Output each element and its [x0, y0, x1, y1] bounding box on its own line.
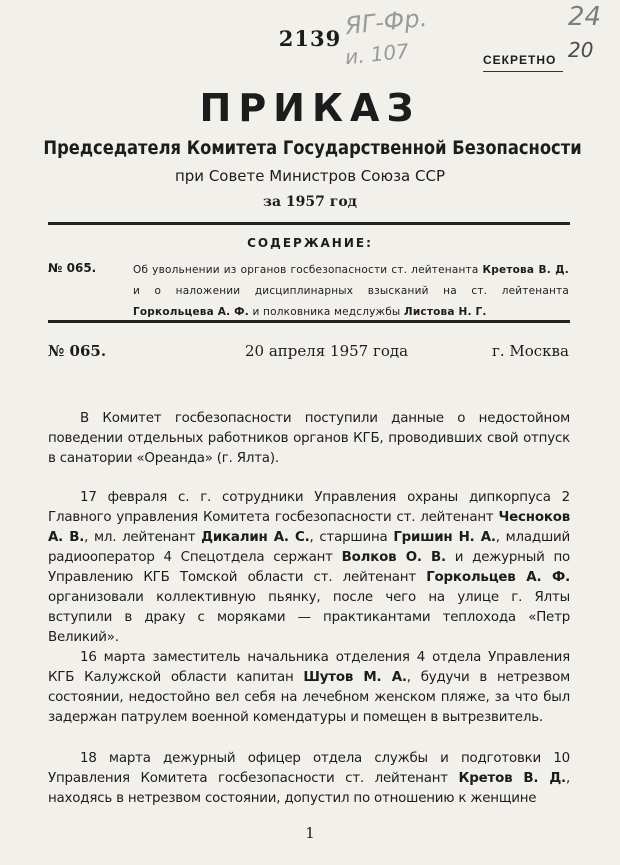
bottom-divider	[48, 320, 570, 323]
contents-heading: СОДЕРЖАНИЕ:	[247, 236, 373, 250]
handwritten-copy-number: 20	[568, 38, 594, 62]
order-date: 20 апреля 1957 года	[245, 342, 409, 360]
handwritten-page-number: 24	[568, 2, 602, 32]
year-line: за 1957 год	[263, 194, 357, 210]
order-number: № 065.	[48, 342, 107, 360]
secret-stamp: СЕКРЕТНО	[483, 53, 557, 67]
issuer-line-2: при Совете Министров Союза ССР	[174, 167, 446, 185]
document-title: ПРИКАЗ	[199, 86, 421, 130]
handwritten-note-archive: ЯГ-Фр.	[343, 3, 429, 41]
paragraph-1: В Комитет госбезопасности поступили данные о недостойном поведении отдельных работников органов КГБ, проводивших свой отпуск в санатории «Ореанда» (г. Ялта).	[48, 411, 570, 466]
paragraph-3: 16 марта заместитель начальника отделения 4 отдела Управления КГБ Калужской области капитан Шутов М. А., будучи в нетрезвом состоянии, недостойно вел себя на лечебном женском пляже, за что был задержан патрулем военной комендатуры и помещен в вытрезвитель.	[48, 650, 570, 725]
paragraph-4: 18 марта дежурный офицер отдела службы и подготовки 10 Управления Комитета госбезопасности ст. лейтенант Кретов В. Д., находясь в нетрезвом состоянии, допустил по отношению к женщине	[48, 751, 570, 806]
contents-summary: Об увольнении из органов госбезопасности ст. лейтенанта Кретова В. Д. и о наложении дисциплинарных взысканий на ст. лейтенанта Горкольцева А. Ф. и полковника медслужбы Листова Н. Г.	[133, 264, 569, 318]
paragraph-2: 17 февраля с. г. сотрудники Управления охраны дипкорпуса 2 Главного управления Комитета госбезопасности ст. лейтенант Чесноков А. В., мл. лейтенант Дикалин А. С., старшина Гришин Н. А., младший радиооператор 4 Спецотдела сержант Волков О. В. и дежурный по Управлению КГБ Томской области ст. лейтенант Горкольцев А. Ф. организовали коллективную пьянку, после чего на улице г. Ялты вступили в драку с моряками — практикантами теплохода «Петр Великий».	[48, 490, 570, 645]
handwritten-note-sheet: и. 107	[343, 38, 410, 70]
document-number: 2139	[278, 26, 342, 51]
order-place: г. Москва	[492, 342, 569, 360]
secret-underline	[483, 71, 563, 72]
page-number: 1	[305, 824, 315, 842]
issuer-line: Председателя Комитета Государственной Безопасности	[43, 137, 582, 159]
top-divider	[48, 222, 570, 225]
contents-order-number: № 065.	[48, 261, 97, 275]
